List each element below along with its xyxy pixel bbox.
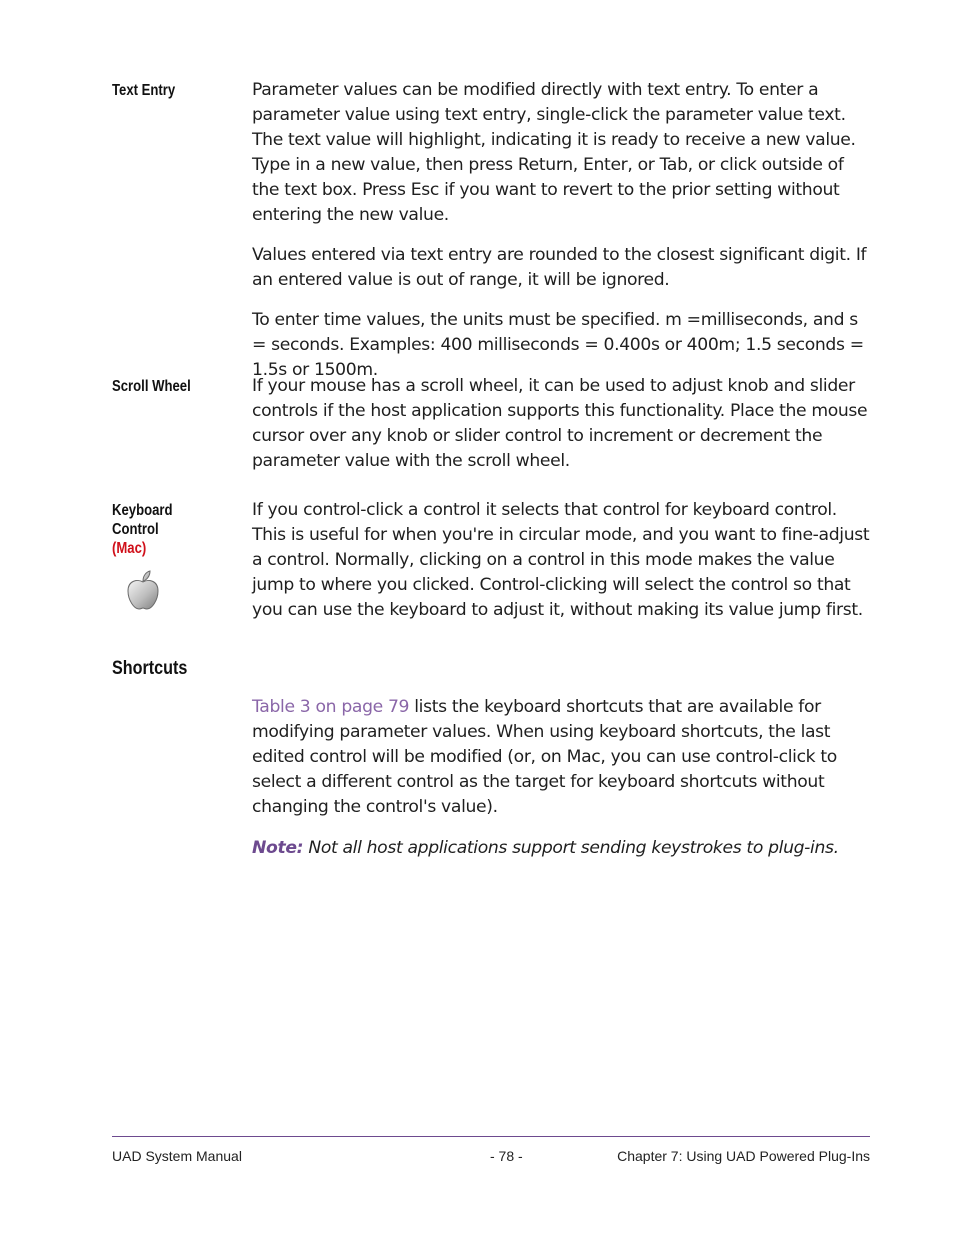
keyboard-control-label-line2: Control [112, 521, 159, 538]
keyboard-control-label-line1: Keyboard [112, 502, 173, 519]
shortcuts-heading: Shortcuts [112, 658, 188, 679]
mac-label: (Mac) [112, 540, 147, 557]
note-label: Note: [252, 838, 304, 858]
shortcuts-note [252, 836, 870, 861]
footer-divider [112, 1136, 870, 1137]
section-label-scroll-wheel: Scroll Wheel [112, 378, 191, 395]
keyboard-control-paragraph: If you control-click a control it selects that control for keyboard control. This is useful for when you're in circular mode, and you want to fine-adjust a control. Normally, clicking on a control in this mode makes the value jump to where you clicked. Control-clicking will select the control so that you can use the keyboard to adjust it, without making its value jump first. [252, 500, 870, 620]
text-entry-body [252, 78, 870, 383]
section-label-text-entry: Text Entry [112, 82, 176, 99]
scroll-wheel-body [252, 374, 870, 474]
shortcuts-paragraph [252, 695, 870, 820]
footer-page-number: - 78 - [490, 1148, 523, 1164]
footer-right: Chapter 7: Using UAD Powered Plug-Ins [617, 1148, 870, 1164]
shortcuts-paragraph-text: lists the keyboard shortcuts that are available for modifying parameter values. When using keyboard shortcuts, the last edited control will be modified (or, on Mac, you can use control-click to select a different control as the target for keyboard shortcuts without changing the control's value). [252, 697, 837, 817]
footer-left: UAD System Manual [112, 1148, 242, 1164]
shortcuts-body [252, 695, 870, 861]
table-3-link[interactable]: Table 3 on page 79 [252, 697, 410, 717]
text-entry-paragraph-1: Parameter values can be modified directly with text entry. To enter a parameter value using text entry, single-click the parameter value text. The text value will highlight, indicating it is ready to receive a new value. Type in a new value, then press Return, Enter, or Tab, or click outside of the text box. Press Esc if you want to revert to the prior setting without entering the new value. [252, 80, 856, 225]
text-entry-paragraph-2: Values entered via text entry are rounded to the closest significant digit. If an entered value is out of range, it will be ignored. [252, 245, 867, 290]
text-entry-paragraph-3: To enter time values, the units must be specified. m =milliseconds, and s = seconds. Examples: 400 milliseconds = 0.400s or 400m; 1.5 seconds = 1.5s or 1500m. [252, 310, 864, 380]
apple-logo-icon [125, 569, 161, 611]
scroll-wheel-paragraph: If your mouse has a scroll wheel, it can be used to adjust knob and slider controls if the host application supports this functionality. Place the mouse cursor over any knob or slider control to increment or decrement the parameter value with the scroll wheel. [252, 376, 868, 471]
section-label-keyboard-control [112, 501, 210, 558]
note-text: Not all host applications support sending keystrokes to plug-ins. [303, 838, 839, 858]
keyboard-control-body [252, 498, 870, 623]
